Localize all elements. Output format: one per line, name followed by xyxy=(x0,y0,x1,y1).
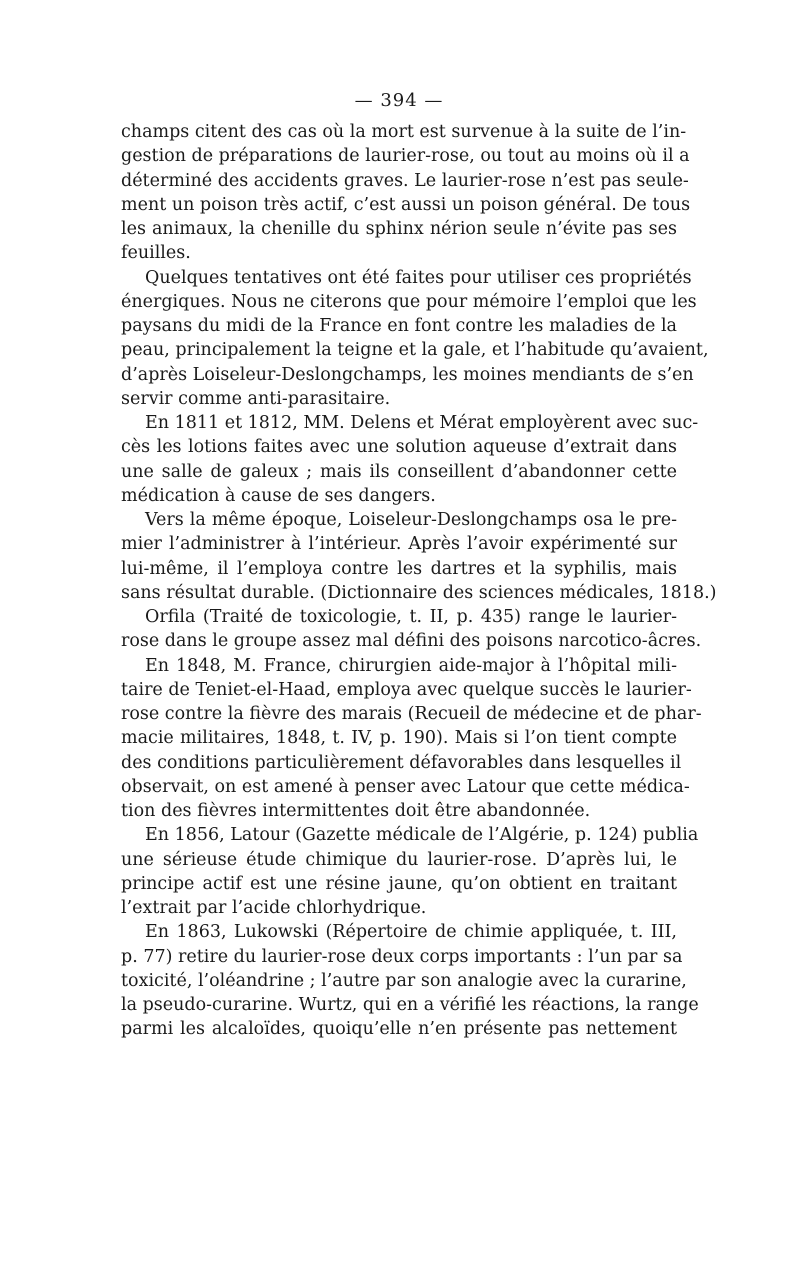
text-line: énergiques. Nous ne citerons que pour mémoire l’emploi que les xyxy=(121,291,697,312)
text-line: gestion de préparations de laurier-rose, ou tout au moins où il a xyxy=(121,146,690,167)
text-line: En 1863, Lukowski (Répertoire de chimie appliquée, t. III, xyxy=(145,922,677,943)
text-line: déterminé des accidents graves. Le laurier-rose n’est pas seule- xyxy=(121,170,689,191)
text-line: parmi les alcaloïdes, quoiqu’elle n’en présente pas nettement xyxy=(121,1019,677,1040)
text-line: tion des fièvres intermittentes doit être abandonnée. xyxy=(121,801,591,821)
text-line: toxicité, l’oléandrine ; l’autre par son analogie avec la curarine, xyxy=(121,970,687,991)
text-line: En 1811 et 1812, MM. Delens et Mérat employèrent avec suc- xyxy=(145,413,699,433)
text-line: sans résultat durable. (Dictionnaire des sciences médicales, 1818.) xyxy=(121,582,717,603)
text-line: macie militaires, 1848, t. IV, p. 190). Mais si l’on tient compte xyxy=(121,728,677,749)
book-page xyxy=(121,84,717,1204)
text-line: mier l’administrer à l’intérieur. Après l’avoir expérimenté sur xyxy=(121,534,677,555)
text-line: En 1848, M. France, chirurgien aide-major à l’hôpital mili- xyxy=(145,655,677,676)
text-line: feuilles. xyxy=(121,243,191,264)
text-line: médication à cause de ses dangers. xyxy=(121,485,436,506)
text-line: paysans du midi de la France en font contre les maladies de la xyxy=(121,316,677,336)
text-line: servir comme anti-parasitaire. xyxy=(121,388,391,409)
text-line: l’extrait par l’acide chlorhydrique. xyxy=(121,898,427,918)
text-line: taire de Teniet-el-Haad, employa avec quelque succès le laurier- xyxy=(121,679,692,700)
text-line: une salle de galeux ; mais ils conseillent d’abandonner cette xyxy=(121,461,677,482)
text-line: ment un poison très actif, c’est aussi un poison général. De tous xyxy=(121,194,691,215)
text-line: lui-même, il l’employa contre les dartres et la syphilis, mais xyxy=(121,558,677,579)
text-line: Vers la même époque, Loiseleur-Deslongchamps osa le pre- xyxy=(145,510,677,530)
page-number: — 394 — xyxy=(354,90,444,111)
text-line: d’après Loiseleur-Deslongchamps, les moines mendiants de s’en xyxy=(121,364,694,385)
text-line: principe actif est une résine jaune, qu’on obtient en traitant xyxy=(121,873,677,894)
text-line: les animaux, la chenille du sphinx nérion seule n’évite pas ses xyxy=(121,219,677,239)
text-line: rose dans le groupe assez mal défini des poisons narcotico-âcres. xyxy=(121,631,702,652)
text-line: des conditions particulièrement défavorables dans lesquelles il xyxy=(121,752,682,773)
text-line: p. 77) retire du laurier-rose deux corps importants : l’un par sa xyxy=(121,946,683,967)
text-line: Quelques tentatives ont été faites pour utiliser ces propriétés xyxy=(145,267,692,288)
text-line: Orfila (Traité de toxicologie, t. II, p. 435) range le laurier- xyxy=(145,607,677,627)
text-line: peau, principalement la teigne et la gale, et l’habitude qu’avaient, xyxy=(121,340,709,361)
text-line: la pseudo-curarine. Wurtz, qui en a vérifié les réactions, la range xyxy=(121,995,699,1015)
body-text xyxy=(121,120,717,1042)
text-line: une sérieuse étude chimique du laurier-rose. D’après lui, le xyxy=(121,849,677,870)
text-line: En 1856, Latour (Gazette médicale de l’Algérie, p. 124) publia xyxy=(145,825,699,846)
text-line: observait, on est amené à penser avec Latour que cette médica- xyxy=(121,776,690,797)
text-line: champs citent des cas où la mort est survenue à la suite de l’in- xyxy=(121,122,687,142)
text-line: cès les lotions faites avec une solution aqueuse d’extrait dans xyxy=(121,437,677,458)
text-line: rose contre la fièvre des marais (Recueil de médecine et de phar- xyxy=(121,704,702,724)
